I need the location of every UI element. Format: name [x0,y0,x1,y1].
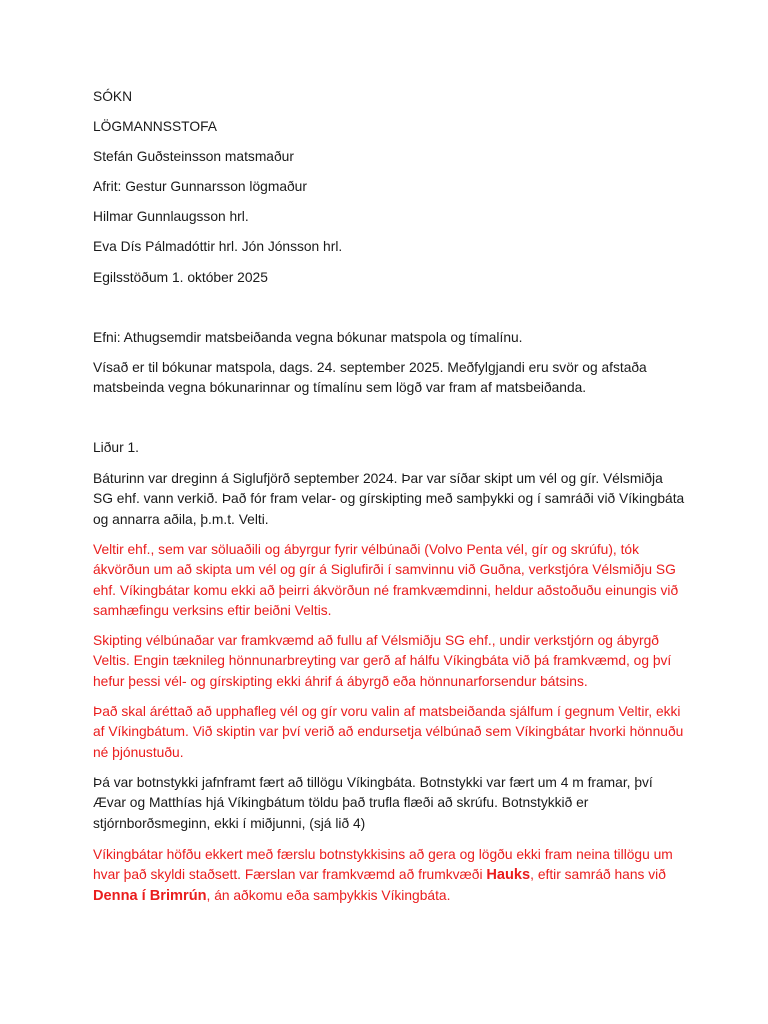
header-line-logmannsstofa: LÖGMANNSSTOFA [93,119,217,134]
emphasis-name-denna: Denna í Brimrún [93,887,207,904]
section-1-paragraph-1: Báturinn var dreginn á Siglufjörð september 2024. Þar var síðar skipt um vél og gír. Vélsmiðja SG ehf. vann verkið. Það fór fram velar- og gírskipting með samþykki og í samráði við Víkingbáta og annarra aðila, þ.m.t. Velti. [93,471,685,527]
paragraph-6-text-e: , án aðkomu eða samþykkis Víkingbáta. [206,887,451,903]
paragraph-6-text-c: , eftir samráð hans við [530,867,666,883]
header-line-sokn: SÓKN [93,89,133,104]
section-1-paragraph-5: Þá var botnstykki jafnframt fært að tillögu Víkingbáta. Botnstykki var fært um 4 m framar, því Ævar og Matthías hjá Víkingbátum töldu það trufla flæði að skrúfu. Botnstykkið er stjórnborðsmeginn, ekki í miðjunni, (sjá lið 4) [93,775,653,831]
header-line-lawyer-1: Hilmar Gunnlaugsson hrl. [93,209,249,224]
section-1-paragraph-6-red [93,845,685,906]
header-line-lawyers-2: Eva Dís Pálmadóttir hrl. Jón Jónsson hrl. [93,239,343,254]
header-line-copy: Afrit: Gestur Gunnarsson lögmaður [93,179,307,194]
paragraph-6-text-a: Víkingbátar höfðu ekkert með færslu botnstykkisins að gera og lögðu ekki fram neina tillögu um hvar það skyldi staðsett. Færslan var framkvæmd að frumkvæði [93,847,673,883]
section-1-heading: Liður 1. [93,440,140,455]
place-date: Egilsstöðum 1. október 2025 [93,270,268,285]
section-1-paragraph-2-red: Veltir ehf., sem var söluaðili og ábyrgur fyrir vélbúnaði (Volvo Penta vél, gír og skrúfu), tók ákvörðun um að skipta um vél og gír á Siglufirði í samvinnu við Guðna, verkstjóra Vélsmiðju SG ehf. Víkingbátar komu ekki að þeirri ákvörðun né framkvæmdinni, heldur aðstoðuðu einungis við samhæfingu verksins eftir beiðni Veltis. [93,542,679,618]
header-line-recipient: Stefán Guðsteinsson matsmaður [93,149,294,164]
section-1-paragraph-3-red: Skipting vélbúnaðar var framkvæmd að fullu af Vélsmiðju SG ehf., undir verkstjórn og ábyrgð Veltis. Engin tæknileg hönnunarbreyting var gerð af hálfu Víkingbáta við þá framkvæmd, og því hefur þessi vél- og gírskipting ekki áhrif á ábyrgð eða hönnunarforsendur bátsins. [93,633,672,689]
subject-line: Efni: Athugsemdir matsbeiðanda vegna bókunar matspola og tímalínu. [93,330,523,345]
intro-paragraph: Vísað er til bókunar matspola, dags. 24. september 2025. Meðfylgjandi eru svör og afstaða matsbeinda vegna bókunarinnar og tímalínu sem lögð var fram af matsbeiðanda. [93,360,647,396]
emphasis-name-hauks: Hauks [486,867,531,884]
section-1-paragraph-4-red: Það skal áréttað að upphafleg vél og gír voru valin af matsbeiðanda sjálfum í gegnum Veltir, ekki af Víkingbátum. Við skiptin var því verið að endursetja vélbúnað sem Víkingbátar hvorki hönnuðu né þjónustuðu. [93,704,684,760]
